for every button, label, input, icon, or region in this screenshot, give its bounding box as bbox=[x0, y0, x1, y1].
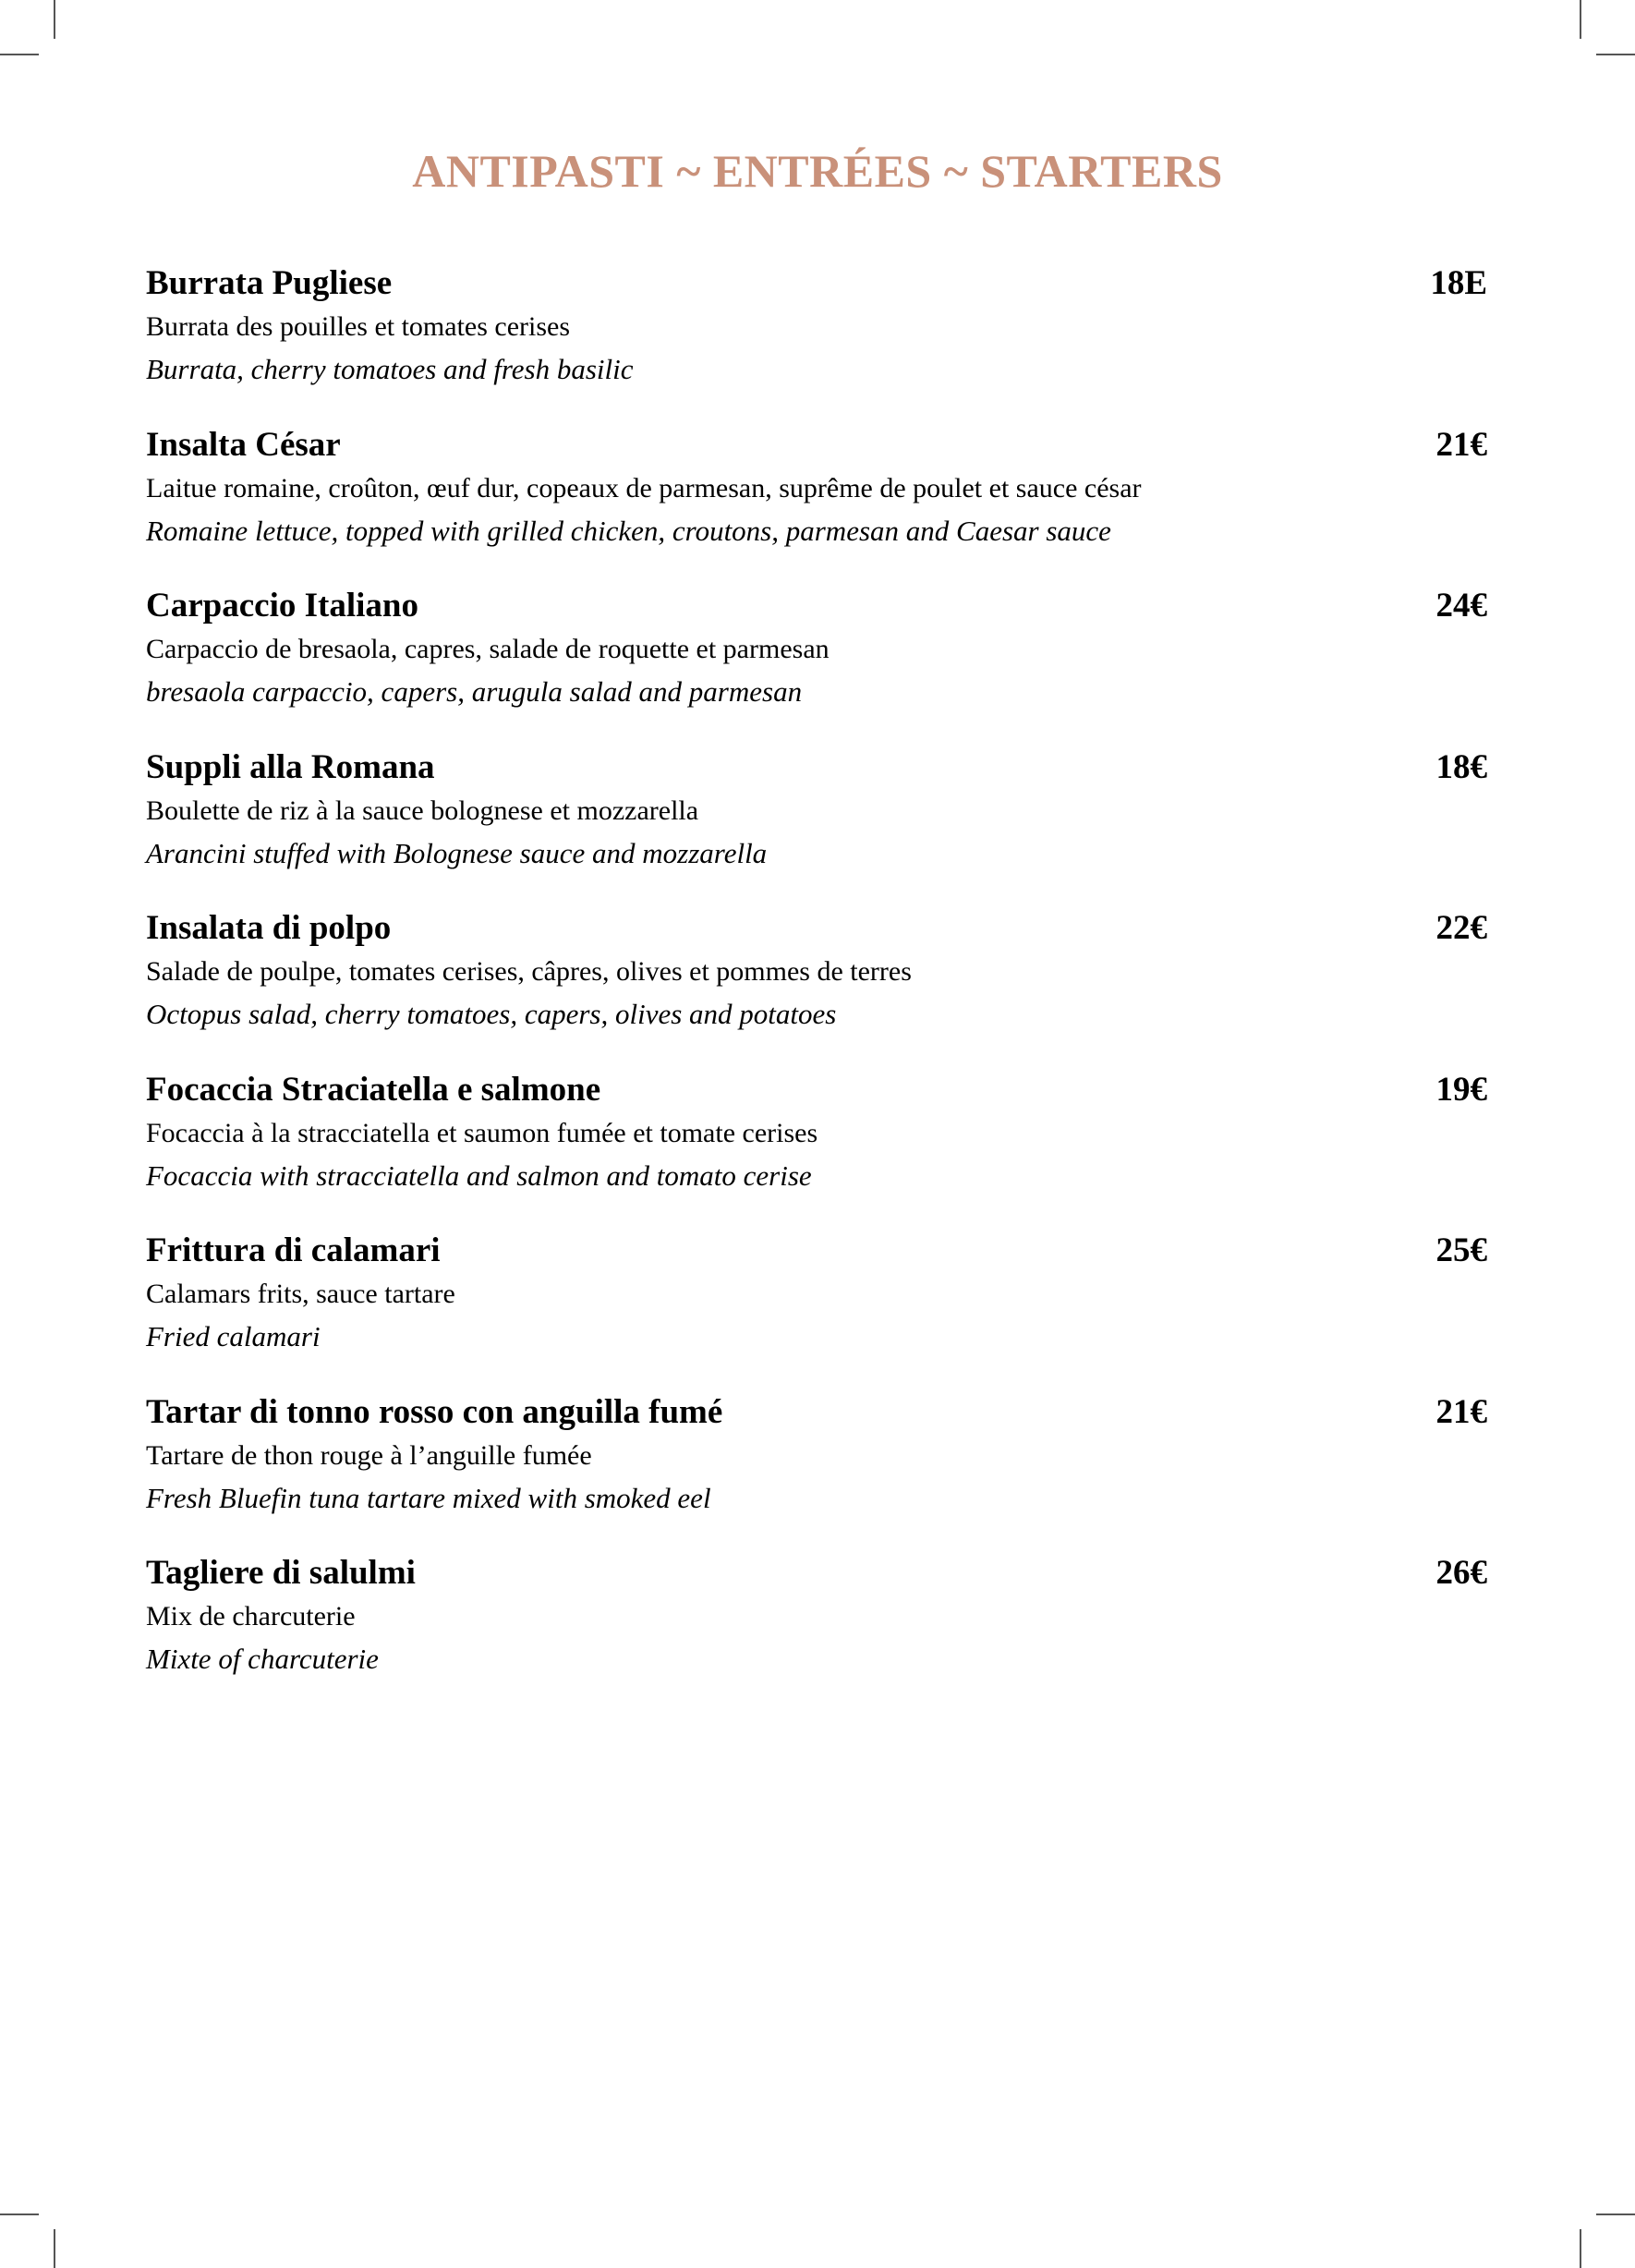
menu-item-description-en: bresaola carpaccio, capers, arugula salad and parmesan bbox=[146, 675, 803, 708]
crop-mark-bottom-right-vertical bbox=[1580, 2229, 1581, 2268]
menu-list bbox=[146, 257, 1487, 1708]
menu-item-name: Burrata Pugliese bbox=[146, 264, 393, 302]
menu-item-description-fr: Boulette de riz à la sauce bolognese et mozzarella bbox=[146, 794, 699, 826]
menu-item-description-en: Arancini stuffed with Bolognese sauce and mozzarella bbox=[146, 836, 768, 869]
menu-item-description-fr: Salade de poulpe, tomates cerises, câpres, olives et pommes de terres bbox=[146, 956, 912, 987]
menu-item-description-en: Mixte of charcuterie bbox=[146, 1643, 379, 1675]
menu-item-description-en: Fresh Bluefin tuna tartare mixed with smoked eel bbox=[146, 1481, 711, 1514]
menu-item-price: 19€ bbox=[1435, 1070, 1487, 1109]
menu-item bbox=[146, 902, 1487, 1063]
menu-item-description-en: Focaccia with stracciatella and salmon and tomato cerise bbox=[146, 1158, 812, 1192]
menu-item-price: 21€ bbox=[1435, 1392, 1487, 1431]
menu-item-price: 25€ bbox=[1435, 1231, 1487, 1269]
crop-mark-bottom-right-horizontal bbox=[1596, 2213, 1635, 2215]
menu-item-name: Tartar di tonno rosso con anguilla fumé bbox=[146, 1392, 723, 1431]
menu-item-name: Insalta César bbox=[146, 425, 341, 464]
menu-item-description-en: Romaine lettuce, topped with grilled chicken, croutons, parmesan and Caesar sauce bbox=[146, 514, 1111, 547]
menu-item-description-fr: Carpaccio de bresaola, capres, salade de roquette et parmesan bbox=[146, 634, 830, 664]
menu-item bbox=[146, 257, 1487, 418]
menu-item bbox=[146, 1063, 1487, 1225]
menu-item bbox=[146, 579, 1487, 741]
menu-item-description-en: Burrata, cherry tomatoes and fresh basilic bbox=[146, 353, 634, 385]
menu-item-name: Frittura di calamari bbox=[146, 1231, 441, 1269]
menu-item bbox=[146, 1546, 1487, 1708]
menu-item-name: Focaccia Straciatella e salmone bbox=[146, 1070, 601, 1109]
menu-item-name: Suppli alla Romana bbox=[146, 747, 435, 786]
menu-item-price: 24€ bbox=[1435, 587, 1487, 625]
menu-item-price: 21€ bbox=[1435, 425, 1487, 464]
menu-item-price: 18E bbox=[1430, 264, 1487, 302]
crop-mark-top-left-vertical bbox=[54, 0, 55, 39]
menu-item-price: 22€ bbox=[1435, 909, 1487, 947]
menu-item-name: Tagliere di salulmi bbox=[146, 1554, 416, 1592]
menu-item bbox=[146, 418, 1487, 580]
crop-mark-bottom-left-vertical bbox=[54, 2229, 55, 2268]
menu-item bbox=[146, 1224, 1487, 1386]
menu-item-price: 26€ bbox=[1435, 1554, 1487, 1592]
menu-item-description-en: Fried calamari bbox=[146, 1320, 321, 1352]
menu-item-description-en: Octopus salad, cherry tomatoes, capers, olives and potatoes bbox=[146, 998, 837, 1030]
crop-mark-top-left-horizontal bbox=[0, 54, 39, 55]
menu-item bbox=[146, 1386, 1487, 1547]
menu-item-description-fr: Mix de charcuterie bbox=[146, 1601, 356, 1631]
menu-item bbox=[146, 741, 1487, 903]
crop-mark-bottom-left-horizontal bbox=[0, 2213, 39, 2215]
menu-item-description-fr: Burrata des pouilles et tomates cerises bbox=[146, 311, 571, 342]
menu-item-description-fr: Focaccia à la stracciatella et saumon fumée et tomate cerises bbox=[146, 1117, 818, 1148]
menu-item-description-fr: Laitue romaine, croûton, œuf dur, copeaux de parmesan, suprême de poulet et sauce césar bbox=[146, 472, 1142, 503]
page-title: ANTIPASTI ~ ENTRÉES ~ STARTERS bbox=[412, 145, 1223, 197]
crop-mark-top-right-vertical bbox=[1580, 0, 1581, 39]
menu-item-name: Insalata di polpo bbox=[146, 909, 392, 947]
crop-mark-top-right-horizontal bbox=[1596, 54, 1635, 55]
menu-item-description-fr: Calamars frits, sauce tartare bbox=[146, 1279, 455, 1309]
menu-item-name: Carpaccio Italiano bbox=[146, 587, 418, 625]
menu-item-price: 18€ bbox=[1435, 747, 1487, 786]
menu-item-description-fr: Tartare de thon rouge à l’anguille fumée bbox=[146, 1439, 592, 1471]
